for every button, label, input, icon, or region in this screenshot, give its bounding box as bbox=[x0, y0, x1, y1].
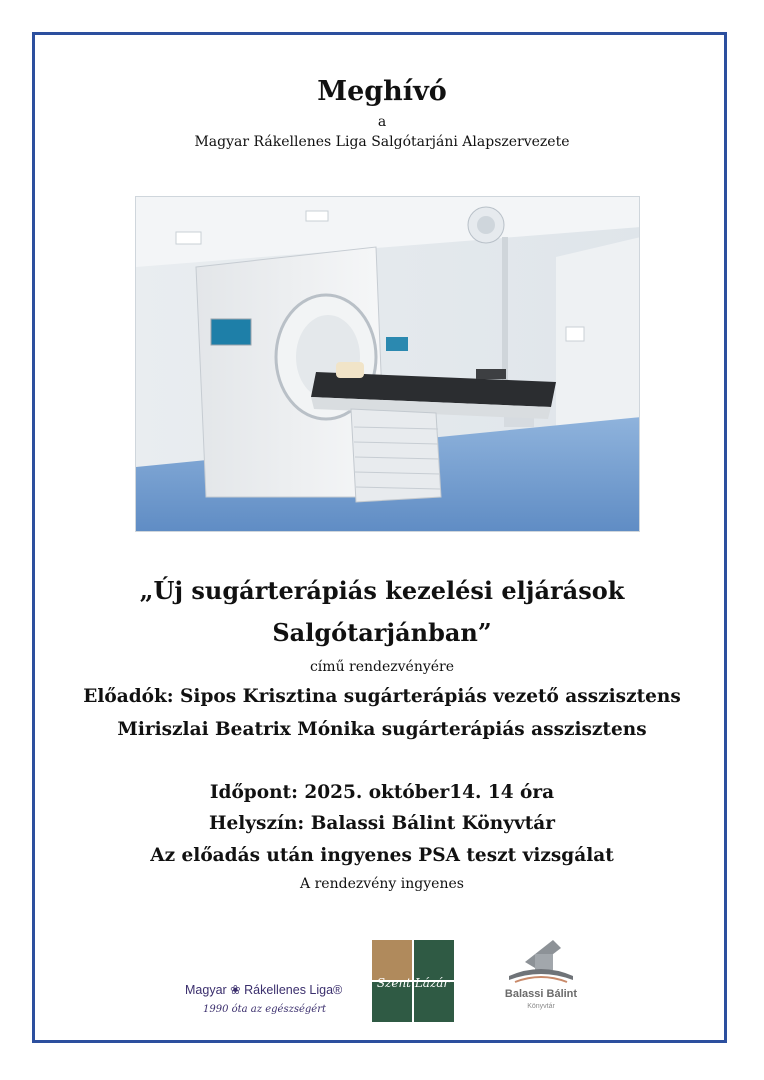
library-building-icon bbox=[495, 932, 587, 988]
free-admission-note: A rendezvény ingyenes bbox=[300, 876, 464, 892]
szent-lazar-text: Szent Lázár bbox=[376, 976, 450, 990]
psa-test-note: Az előadás után ingyenes PSA teszt vizsgálat bbox=[150, 845, 614, 866]
event-title-line1: „Új sugárterápiás kezelési eljárások bbox=[139, 576, 625, 605]
event-subtitle: című rendezvényére bbox=[309, 659, 455, 675]
event-place: Helyszín: Balassi Bálint Könyvtár bbox=[209, 813, 555, 834]
event-time: Időpont: 2025. október14. 14 óra bbox=[209, 782, 555, 803]
balassi-library-logo bbox=[495, 932, 587, 1022]
liga-logo-tagline: 1990 óta az egészségért bbox=[203, 1004, 327, 1015]
article-text: a bbox=[377, 114, 387, 130]
speakers-line2: Miriszlai Beatrix Mónika sugárterápiás asszisztens bbox=[117, 719, 647, 740]
event-title-line2: Salgótarjánban” bbox=[272, 618, 492, 647]
szent-lazar-logo bbox=[372, 940, 454, 1022]
radiotherapy-room-photo bbox=[135, 196, 640, 532]
speakers-line1: Előadók: Sipos Krisztina sugárterápiás vezető asszisztens bbox=[83, 686, 681, 707]
rakellenes-liga-logo bbox=[185, 982, 365, 1028]
liga-logo-name: Magyar ❀ Rákellenes Liga® bbox=[185, 983, 343, 997]
organizer-name: Magyar Rákellenes Liga Salgótarjáni Alapszervezete bbox=[194, 134, 570, 150]
library-logo-sub: Könyvtár bbox=[527, 1003, 555, 1010]
invitation-title: Meghívó bbox=[317, 76, 447, 107]
library-logo-name: Balassi Bálint bbox=[504, 988, 578, 1000]
